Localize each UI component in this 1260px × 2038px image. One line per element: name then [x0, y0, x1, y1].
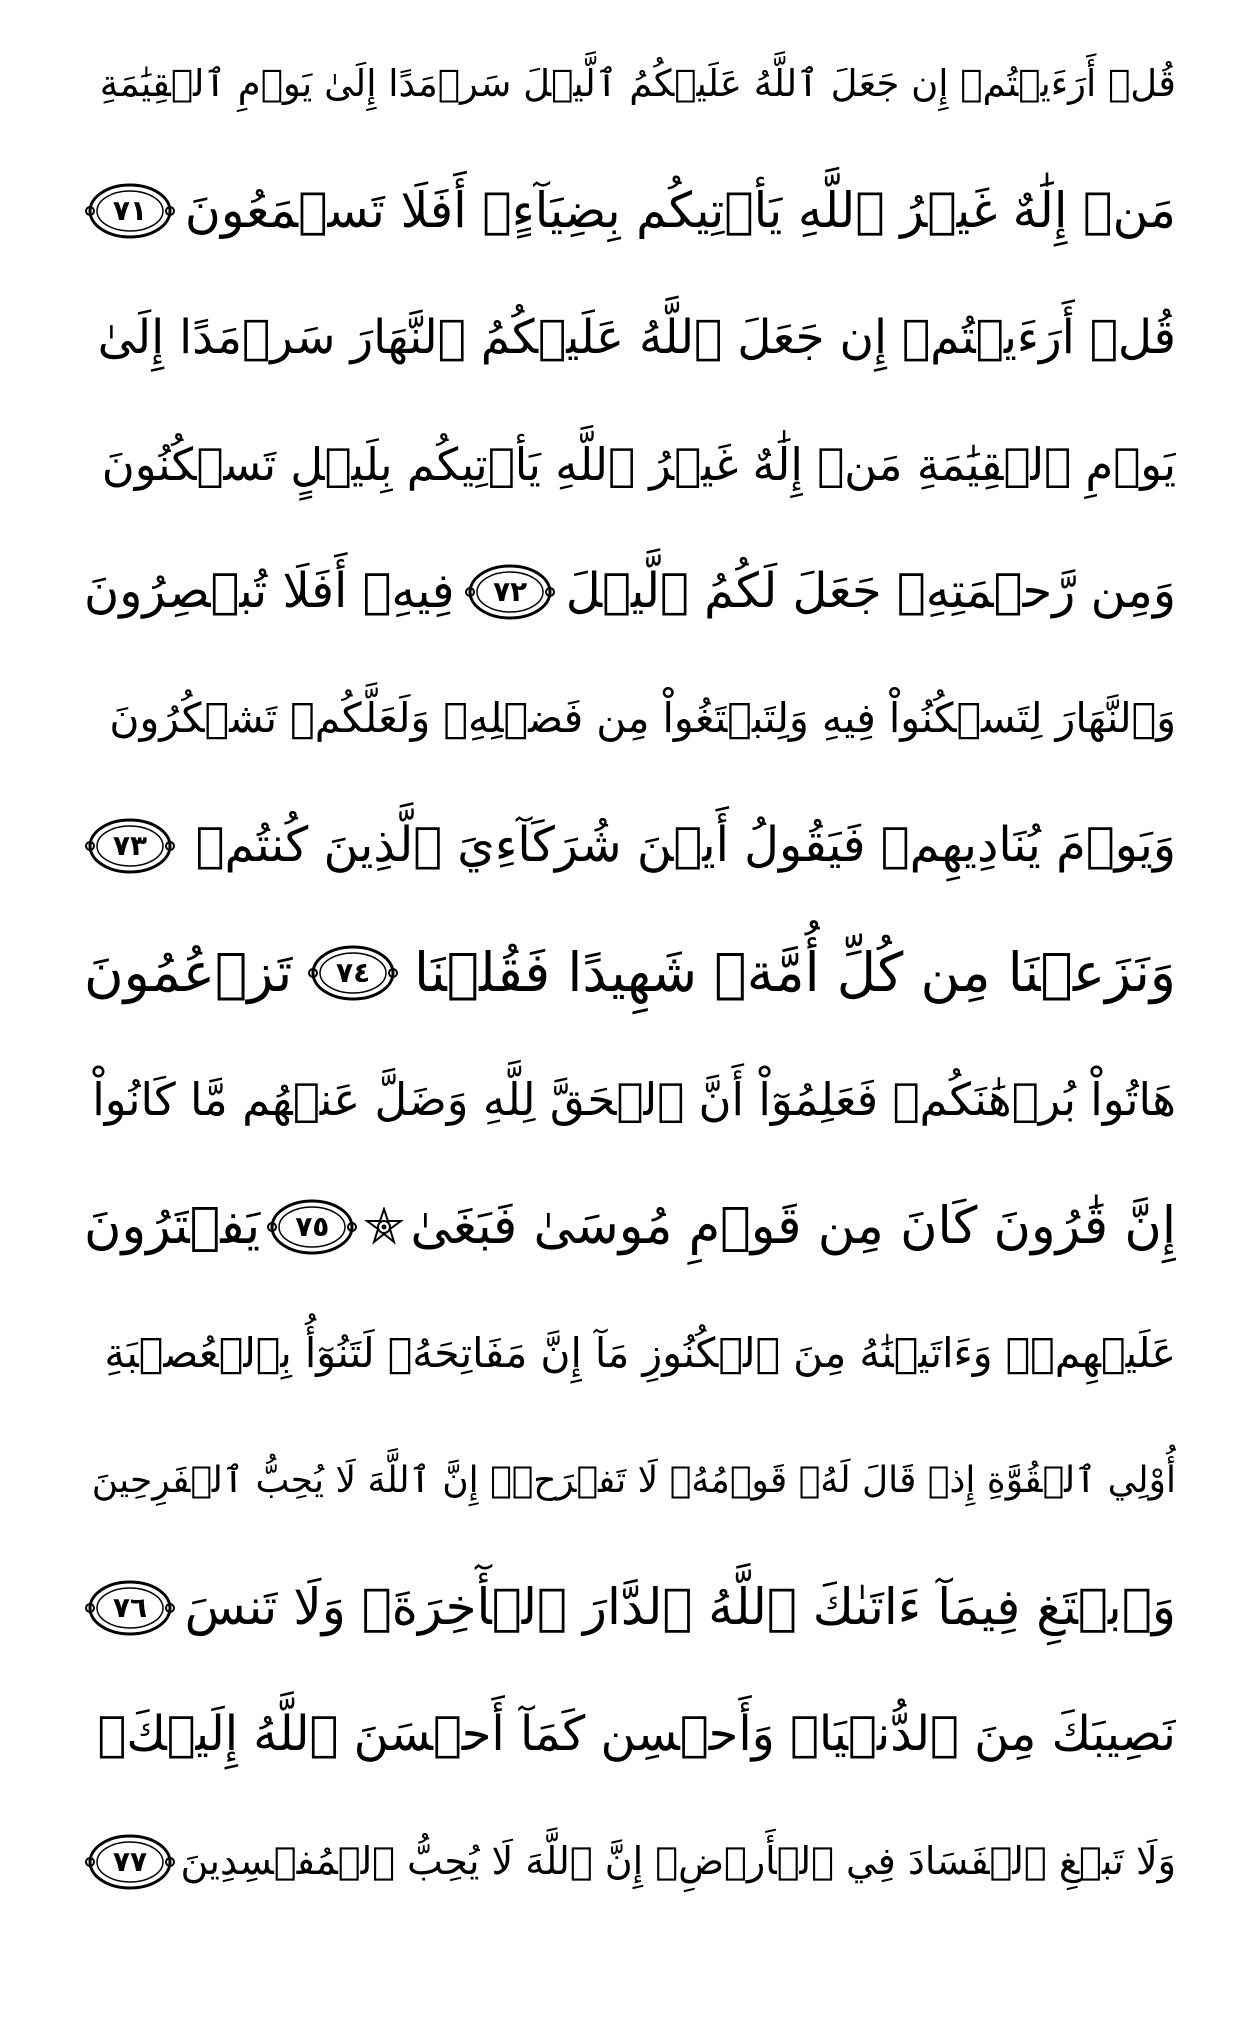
ayah-number: ٧٣: [112, 829, 148, 862]
verse-text: نَصِيبَكَ مِنَ ٱلدُّنۡيَاۖ وَأَحۡسِن كَمَآ أَحۡسَنَ ٱللَّهُ إِلَيۡكَۖ: [97, 1706, 1176, 1762]
ayah-number: ٧٥: [295, 1210, 330, 1243]
text-line: [84, 1417, 1176, 1544]
text-line: [84, 1544, 1176, 1671]
text-line: [84, 1671, 1176, 1798]
ayah-end-marker: [266, 1196, 358, 1258]
ayah-number: ٧٢: [493, 575, 528, 608]
verse-text: فِيهِۚ أَفَلَا تُبۡصِرُونَ: [84, 563, 455, 619]
verse-text: وَنَزَعۡنَا مِن كُلِّ أُمَّةٖ شَهِيدًا فَقُلۡنَا: [414, 941, 1176, 1004]
verse-text: إِنَّ قَٰرُونَ كَانَ مِن قَوۡمِ مُوسَىٰ فَبَغَىٰ: [410, 1197, 1176, 1256]
text-line: [84, 909, 1176, 1036]
ayah-end-marker: [84, 180, 176, 242]
verse-text: قُلۡ أَرَءَيۡتُمۡ إِن جَعَلَ ٱللَّهُ عَلَيۡكُمُ ٱلنَّهَارَ سَرۡمَدًا إِلَىٰ: [97, 310, 1176, 365]
text-line: [84, 1163, 1176, 1290]
verse-text: مَنۡ إِلَٰهٌ غَيۡرُ ٱللَّهِ يَأۡتِيكُم بِضِيَآءٍۖ أَفَلَا تَسۡمَعُونَ: [184, 182, 1176, 239]
verse-text: وَٱلنَّهَارَ لِتَسۡكُنُواْ فِيهِ وَلِتَبۡتَغُواْ مِن فَضۡلِهِۦ وَلَعَلَّكُمۡ تَشۡكُرُونَ: [109, 694, 1176, 742]
verse-text: وَمِن رَّحۡمَتِهِۦ جَعَلَ لَكُمُ ٱلَّيۡلَ: [565, 563, 1176, 619]
verse-text: يَفۡتَرُونَ: [84, 1197, 261, 1256]
verse-text: عَلَيۡهِمۡۖ وَءَاتَيۡنَٰهُ مِنَ ٱلۡكُنُوزِ مَآ إِنَّ مَفَاتِحَهُۥ لَتَنُوٓأُ بِٱلۡعُصۡبَةِ: [104, 1329, 1176, 1377]
text-line: [84, 528, 1176, 655]
text-line: [84, 1036, 1176, 1163]
ayah-end-marker: [84, 815, 176, 877]
text-line: [84, 20, 1176, 147]
text-line: [84, 147, 1176, 274]
verse-text: وَيَوۡمَ يُنَادِيهِمۡ فَيَقُولُ أَيۡنَ شُرَكَآءِيَ ٱلَّذِينَ كُنتُمۡ: [195, 817, 1176, 873]
ayah-number: ٧١: [112, 194, 148, 227]
ayah-number: ٧٦: [112, 1591, 148, 1624]
verse-text: أُوْلِي ٱلۡقُوَّةِ إِذۡ قَالَ لَهُۥ قَوۡمُهُۥ لَا تَفۡرَحۡۖ إِنَّ ٱللَّهَ لَا يُحِبُّ ٱلۡفَرِحِينَ: [91, 1460, 1176, 1501]
text-line: [84, 1290, 1176, 1417]
ayah-number: ٧٤: [336, 956, 371, 989]
text-line: [84, 274, 1176, 401]
verse-text: تَزۡعُمُونَ: [84, 941, 293, 1004]
verse-text: قُلۡ أَرَءَيۡتُمۡ إِن جَعَلَ ٱللَّهُ عَلَيۡكُمُ ٱلَّيۡلَ سَرۡمَدًا إِلَىٰ يَوۡمِ ٱلۡقِيَٰمَةِ: [99, 62, 1176, 105]
verse-text: وَلَا تَبۡغِ ٱلۡفَسَادَ فِي ٱلۡأَرۡضِۖ إِنَّ ٱللَّهَ لَا يُحِبُّ ٱلۡمُفۡسِدِينَ: [180, 1839, 1176, 1883]
ayah-end-marker: [84, 1831, 176, 1893]
ayah-number: ٧٧: [112, 1845, 148, 1878]
text-line: [84, 401, 1176, 528]
verse-text: هَاتُواْ بُرۡهَٰنَكُمۡ فَعَلِمُوٓاْ أَنَّ ٱلۡحَقَّ لِلَّهِ وَضَلَّ عَنۡهُم مَّا كَانُواْ: [92, 1073, 1176, 1126]
ayah-end-marker: [464, 561, 556, 623]
hizb-star-icon: [364, 1207, 404, 1247]
text-line: [84, 655, 1176, 782]
ayah-end-marker: [307, 942, 399, 1004]
text-line: [84, 1798, 1176, 1925]
verse-text: يَوۡمِ ٱلۡقِيَٰمَةِ مَنۡ إِلَٰهٌ غَيۡرُ ٱللَّهِ يَأۡتِيكُم بِلَيۡلٍ تَسۡكُنُونَ: [101, 438, 1176, 491]
text-line: [84, 782, 1176, 909]
ayah-end-marker: [84, 1577, 176, 1639]
verse-text: وَٱبۡتَغِ فِيمَآ ءَاتَىٰكَ ٱللَّهُ ٱلدَّارَ ٱلۡأٓخِرَةَۖ وَلَا تَنسَ: [184, 1578, 1176, 1636]
